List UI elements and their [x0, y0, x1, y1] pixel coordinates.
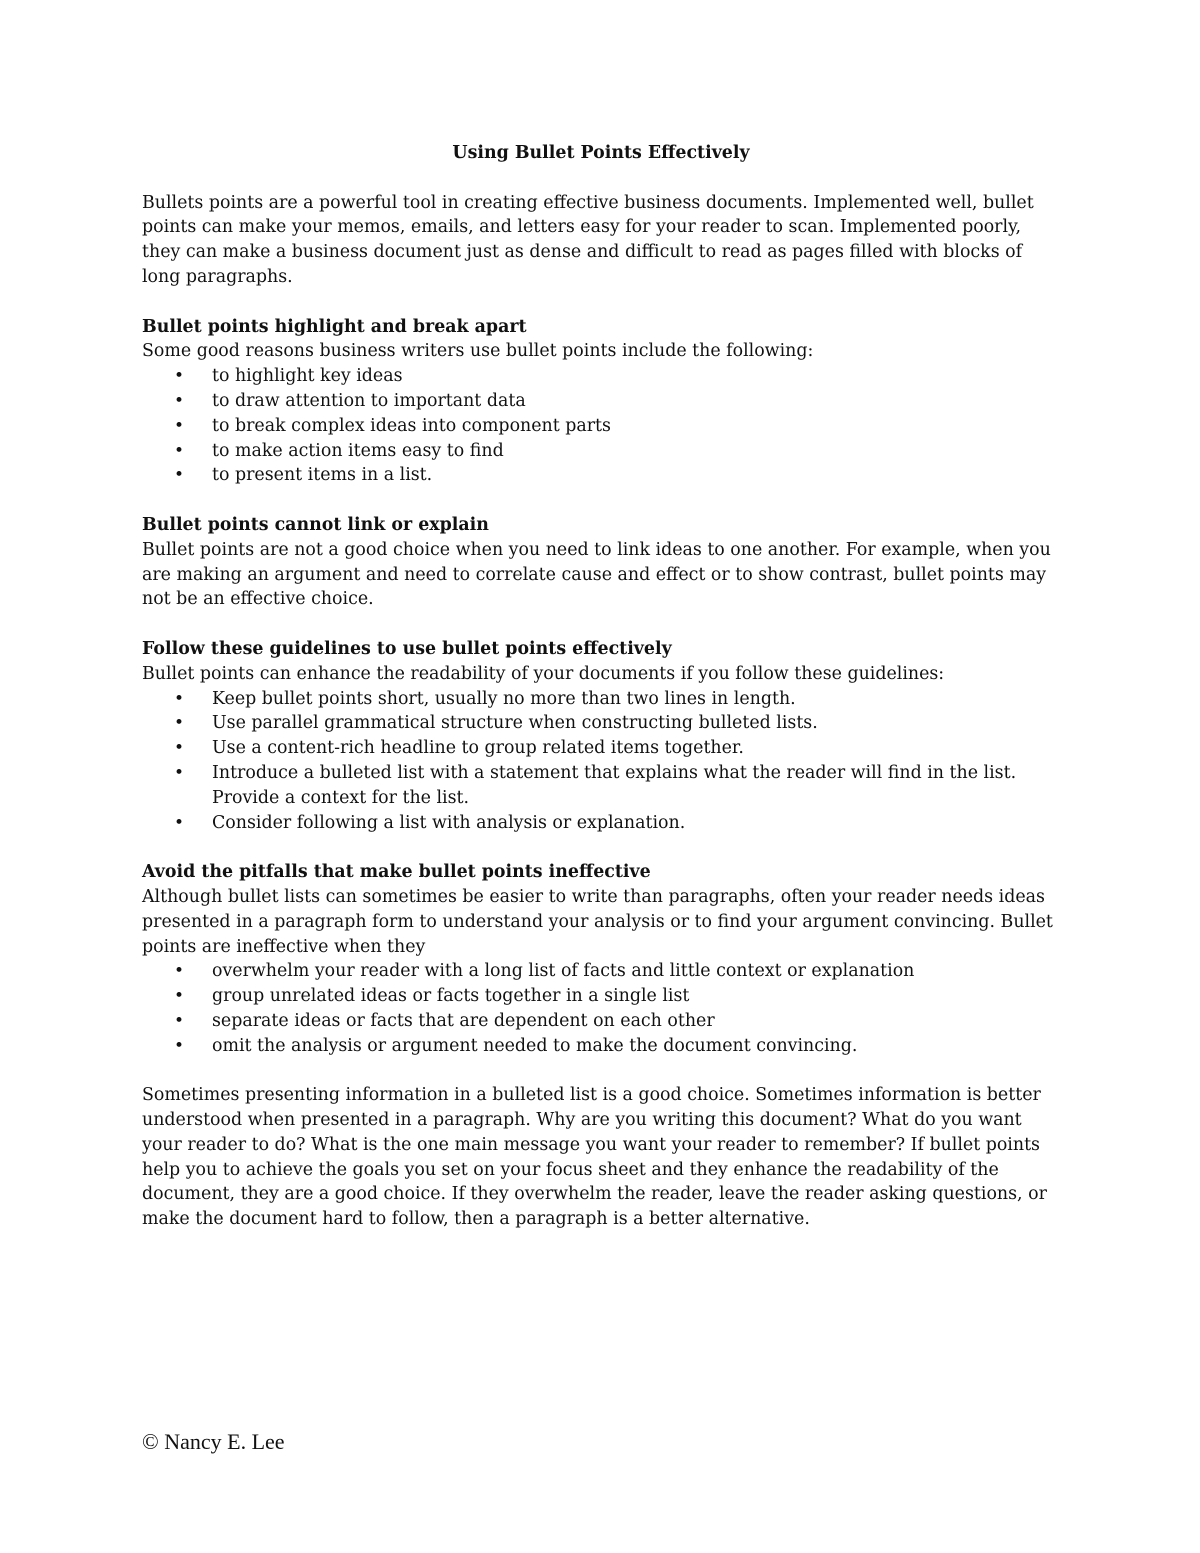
- bullet-list: [142, 364, 1060, 488]
- list-item-text: Introduce a bulleted list with a statement that explains what the reader will find in the list. Provide a context for the list.: [212, 762, 1017, 808]
- bullet-icon: •: [174, 812, 185, 833]
- list-item-text: to make action items easy to find: [212, 440, 504, 461]
- list-item-text: separate ideas or facts that are dependent on each other: [212, 1010, 715, 1031]
- list-item: [142, 761, 1060, 811]
- intro-paragraph: Bullets points are a powerful tool in creating effective business documents. Implemented well, bullet points can make your memos, emails, and letters easy for your reader to scan. Implemented poorly, they can make a business document just as dense and difficult to read as pages filled with blocks of long paragraphs.: [142, 192, 1034, 287]
- list-item-text: to highlight key ideas: [212, 366, 403, 387]
- list-item: [142, 414, 1060, 439]
- bullet-icon: •: [174, 366, 185, 387]
- bullet-icon: •: [174, 688, 185, 709]
- list-item-text: Use a content-rich headline to group related items together.: [212, 738, 744, 759]
- list-item: [142, 1034, 1060, 1059]
- bullet-icon: •: [174, 1010, 185, 1031]
- section-body: Some good reasons business writers use bullet points include the following:: [142, 341, 814, 362]
- bullet-icon: •: [174, 415, 185, 436]
- list-item-text: to draw attention to important data: [212, 390, 526, 411]
- list-item: [142, 984, 1060, 1009]
- section-body: Bullet points are not a good choice when you need to link ideas to one another. For example, when you are making an argument and need to correlate cause and effect or to show contrast, bullet points may not be an effective choice.: [142, 539, 1051, 610]
- section-guidelines: [142, 637, 1060, 835]
- bullet-icon: •: [174, 1035, 185, 1056]
- section-cannot-link: [142, 513, 1060, 612]
- list-item: [142, 811, 1060, 836]
- bullet-icon: •: [174, 713, 185, 734]
- list-item: [142, 687, 1060, 712]
- section-highlight: [142, 315, 1060, 489]
- section-pitfalls: [142, 860, 1060, 1058]
- section-heading: Follow these guidelines to use bullet points effectively: [142, 638, 672, 659]
- section-body: Bullet points can enhance the readability of your documents if you follow these guidelines:: [142, 663, 945, 684]
- list-item: [142, 389, 1060, 414]
- list-item-text: Keep bullet points short, usually no more than two lines in length.: [212, 688, 796, 709]
- bullet-icon: •: [174, 465, 185, 486]
- list-item-text: to break complex ideas into component parts: [212, 415, 611, 436]
- list-item-text: group unrelated ideas or facts together in a single list: [212, 986, 690, 1007]
- list-item-text: omit the analysis or argument needed to make the document convincing.: [212, 1035, 858, 1056]
- list-item-text: Consider following a list with analysis or explanation.: [212, 812, 686, 833]
- bullet-icon: •: [174, 440, 185, 461]
- bullet-icon: •: [174, 986, 185, 1007]
- section-heading: Avoid the pitfalls that make bullet points ineffective: [142, 862, 651, 883]
- list-item: [142, 959, 1060, 984]
- section-body: Although bullet lists can sometimes be easier to write than paragraphs, often your reader needs ideas presented in a paragraph form to understand your analysis or to find your argument convincing. Bullet points are ineffective when they: [142, 886, 1053, 957]
- bullet-list: [142, 687, 1060, 836]
- list-item-text: to present items in a list.: [212, 465, 433, 486]
- section-heading: Bullet points cannot link or explain: [142, 514, 489, 535]
- bullet-icon: •: [174, 762, 185, 783]
- list-item-text: overwhelm your reader with a long list of facts and little context or explanation: [212, 961, 915, 982]
- bullet-list: [142, 959, 1060, 1058]
- copyright-footer: © Nancy E. Lee: [142, 1429, 285, 1454]
- document-body: [142, 141, 1060, 1232]
- bullet-icon: •: [174, 961, 185, 982]
- bullet-icon: •: [174, 738, 185, 759]
- list-item: [142, 439, 1060, 464]
- list-item: [142, 711, 1060, 736]
- list-item: [142, 364, 1060, 389]
- list-item: [142, 463, 1060, 488]
- bullet-icon: •: [174, 390, 185, 411]
- list-item: [142, 1009, 1060, 1034]
- list-item-text: Use parallel grammatical structure when constructing bulleted lists.: [212, 713, 818, 734]
- section-heading: Bullet points highlight and break apart: [142, 316, 527, 337]
- conclusion-paragraph: Sometimes presenting information in a bulleted list is a good choice. Sometimes information is better understood when presented in a paragraph. Why are you writing this document? What do you want your reader to do? What is the one main message you want your reader to remember? If bullet points help you to achieve the goals you set on your focus sheet and they enhance the readability of the document, they are a good choice. If they overwhelm the reader, leave the reader asking questions, or make the document hard to follow, then a paragraph is a better alternative.: [142, 1085, 1047, 1230]
- list-item: [142, 736, 1060, 761]
- document-title: Using Bullet Points Effectively: [452, 143, 750, 163]
